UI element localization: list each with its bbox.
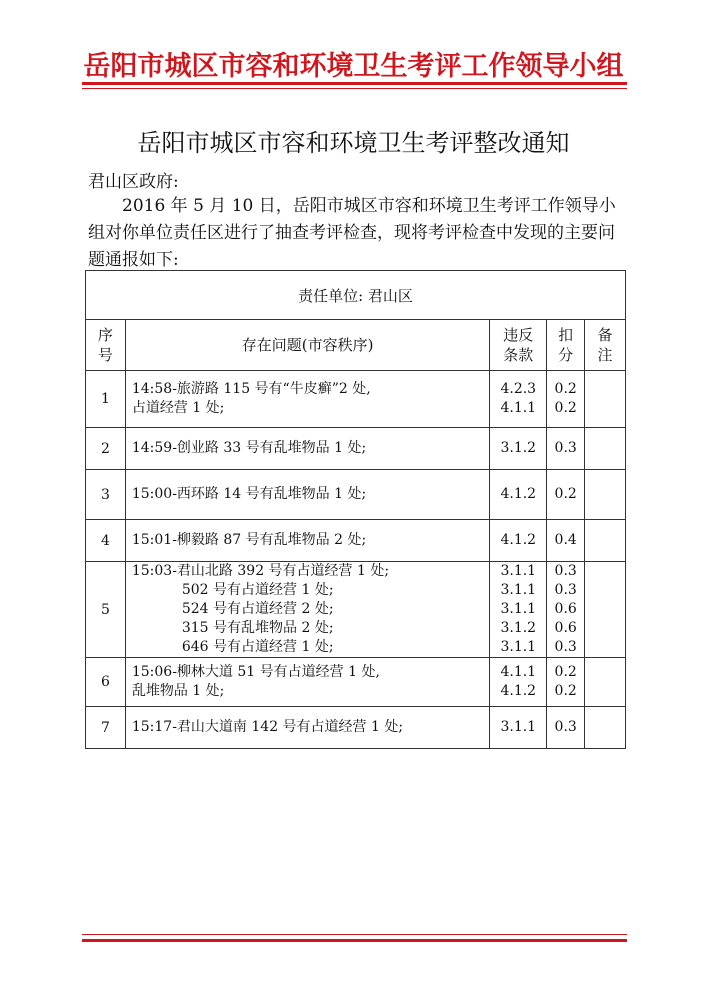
issue-line: 15:01-柳毅路 87 号有乱堆物品 2 处; (131, 532, 367, 548)
deduction-value: 0.6 (554, 620, 577, 636)
row-remark (585, 371, 626, 428)
deduction-value: 0.3 (554, 639, 577, 655)
clause-value: 3.1.1 (500, 601, 537, 617)
row-deduction (547, 520, 585, 562)
row-remark (585, 428, 626, 470)
row-remark (585, 470, 626, 520)
issue-line: 占道经营 1 处; (131, 400, 225, 416)
clause-value: 3.1.2 (500, 620, 537, 636)
issue-line: 15:06-柳林大道 51 号有占道经营 1 处, (131, 664, 380, 680)
row-clause (490, 562, 547, 658)
clause-value: 4.1.2 (500, 683, 537, 699)
table-row (86, 707, 626, 749)
deduction-value: 0.3 (554, 440, 577, 456)
row-index: 4 (86, 520, 126, 562)
row-index: 7 (86, 707, 126, 749)
deduction-value: 0.2 (554, 683, 577, 699)
deduction-value: 0.3 (554, 563, 577, 579)
table-row (86, 371, 626, 428)
clause-value: 4.1.2 (500, 532, 537, 548)
footer-rule-thin (82, 934, 627, 935)
row-index: 6 (86, 658, 126, 707)
row-deduction (547, 707, 585, 749)
issue-line: 524 号有占道经营 2 处; (181, 601, 334, 617)
table-row (86, 562, 626, 658)
recipient-line: 君山区政府: (88, 172, 179, 192)
row-issue (125, 707, 489, 749)
deduction-value: 0.6 (554, 601, 577, 617)
table-row (86, 470, 626, 520)
row-clause (490, 428, 547, 470)
header-index: 序 号 (86, 320, 126, 371)
row-deduction (547, 562, 585, 658)
clause-value: 3.1.1 (500, 582, 537, 598)
issue-line: 15:00-西环路 14 号有乱堆物品 1 处; (131, 486, 367, 502)
clause-value: 4.2.3 (500, 381, 537, 397)
row-clause (490, 707, 547, 749)
org-header-title: 岳阳市城区市容和环境卫生考评工作领导小组 (83, 51, 624, 82)
deduction-value: 0.3 (554, 582, 577, 598)
body-paragraph: 2016 年 5 月 10 日，岳阳市城区市容和环境卫生考评工作领导小组对你单位责任区进行了抽查考评检查，现将考评检查中发现的主要问题通报如下: (88, 196, 616, 270)
row-deduction (547, 470, 585, 520)
clause-value: 4.1.1 (500, 664, 537, 680)
clause-value: 4.1.1 (500, 400, 537, 416)
row-clause (490, 658, 547, 707)
row-index: 2 (86, 428, 126, 470)
row-remark (585, 707, 626, 749)
header-rule-thick (82, 82, 627, 85)
header-issue: 存在问题(市容秩序) (125, 320, 489, 371)
header-row (86, 320, 626, 371)
row-deduction (547, 658, 585, 707)
row-issue (125, 371, 489, 428)
row-remark (585, 520, 626, 562)
row-remark (585, 562, 626, 658)
clause-value: 3.1.1 (500, 639, 537, 655)
row-deduction (547, 371, 585, 428)
unit-row (86, 271, 626, 320)
row-issue (125, 428, 489, 470)
row-remark (585, 658, 626, 707)
issue-line: 15:17-君山大道南 142 号有占道经营 1 处; (131, 719, 404, 735)
row-clause (490, 470, 547, 520)
table-row (86, 520, 626, 562)
issues-table (85, 270, 626, 749)
row-issue (125, 470, 489, 520)
row-index: 1 (86, 371, 126, 428)
issue-line: 315 号有乱堆物品 2 处; (181, 620, 334, 636)
clause-value: 3.1.1 (500, 563, 537, 579)
row-index: 5 (86, 562, 126, 658)
deduction-value: 0.3 (554, 719, 577, 735)
footer-rule-thick (82, 939, 627, 942)
row-issue (125, 562, 489, 658)
row-clause (490, 371, 547, 428)
header-rule-thin (82, 88, 627, 89)
header-clause: 违反 条款 (490, 320, 547, 371)
issue-line: 乱堆物品 1 处; (131, 683, 225, 699)
deduction-value: 0.4 (554, 532, 577, 548)
row-index: 3 (86, 470, 126, 520)
deduction-value: 0.2 (554, 381, 577, 397)
clause-value: 4.1.2 (500, 486, 537, 502)
row-clause (490, 520, 547, 562)
row-issue (125, 520, 489, 562)
table-row (86, 658, 626, 707)
issue-line: 14:59-创业路 33 号有乱堆物品 1 处; (131, 440, 367, 456)
header-deduct: 扣 分 (547, 320, 585, 371)
clause-value: 3.1.2 (500, 440, 537, 456)
issue-line: 502 号有占道经营 1 处; (181, 582, 334, 598)
deduction-value: 0.2 (554, 486, 577, 502)
deduction-value: 0.2 (554, 664, 577, 680)
row-issue (125, 658, 489, 707)
row-deduction (547, 428, 585, 470)
issue-line: 14:58-旅游路 115 号有“牛皮癣”2 处, (131, 381, 371, 397)
responsible-unit: 责任单位: 君山区 (86, 271, 626, 320)
table-row (86, 428, 626, 470)
document-title: 岳阳市城区市容和环境卫生考评整改通知 (137, 129, 570, 157)
deduction-value: 0.2 (554, 400, 577, 416)
issue-line: 15:03-君山北路 392 号有占道经营 1 处; (131, 563, 390, 579)
issue-line: 646 号有占道经营 1 处; (181, 639, 334, 655)
header-remark: 备 注 (585, 320, 626, 371)
clause-value: 3.1.1 (500, 719, 537, 735)
